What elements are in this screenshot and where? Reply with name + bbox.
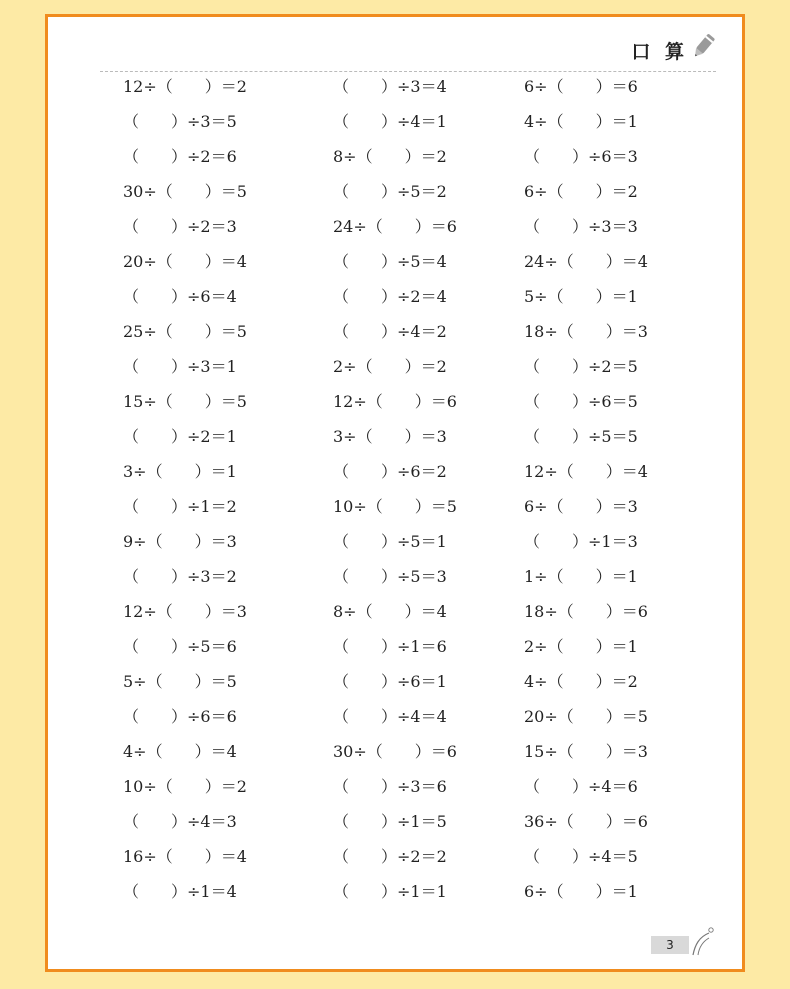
problem-item: （ ）÷2＝3 [123, 217, 237, 236]
problem-item: （ ）÷5＝6 [123, 637, 237, 656]
problem-item: 15÷（ ）＝5 [123, 392, 247, 411]
problem-item: （ ）÷1＝6 [333, 637, 447, 656]
problem-item: （ ）÷5＝3 [333, 567, 447, 586]
problem-item: （ ）÷1＝3 [524, 532, 638, 551]
problem-item: 6÷（ ）＝2 [524, 182, 638, 201]
problem-item: （ ）÷2＝6 [123, 147, 237, 166]
problem-item: 9÷（ ）＝3 [123, 532, 237, 551]
problem-item: 3÷（ ）＝1 [123, 462, 237, 481]
problem-item: （ ）÷1＝1 [333, 882, 447, 901]
page-title: 口 算 [631, 41, 688, 63]
problem-item: 8÷（ ）＝2 [333, 147, 447, 166]
problem-item: （ ）÷4＝1 [333, 112, 447, 131]
problem-item: （ ）÷4＝6 [524, 777, 638, 796]
problem-item: （ ）÷3＝4 [333, 77, 447, 96]
header [100, 31, 716, 72]
problem-item: 1÷（ ）＝1 [524, 567, 638, 586]
problem-item: （ ）÷1＝4 [123, 882, 237, 901]
problem-item: 2÷（ ）＝2 [333, 357, 447, 376]
problem-item: 12÷（ ）＝2 [123, 77, 247, 96]
problem-item: 3÷（ ）＝3 [333, 427, 447, 446]
problem-item: 16÷（ ）＝4 [123, 847, 247, 866]
swirl-decoration-icon [689, 925, 715, 957]
problem-item: （ ）÷3＝5 [123, 112, 237, 131]
problem-item: （ ）÷6＝3 [524, 147, 638, 166]
problem-item: 4÷（ ）＝1 [524, 112, 638, 131]
problem-item: （ ）÷3＝1 [123, 357, 237, 376]
problem-item: （ ）÷6＝5 [524, 392, 638, 411]
problem-item: 12÷（ ）＝4 [524, 462, 648, 481]
problem-item: （ ）÷1＝5 [333, 812, 447, 831]
problem-item: 4÷（ ）＝4 [123, 742, 237, 761]
problem-item: （ ）÷2＝1 [123, 427, 237, 446]
problem-item: （ ）÷5＝1 [333, 532, 447, 551]
problem-grid [123, 69, 714, 909]
problem-item: 30÷（ ）＝5 [123, 182, 247, 201]
page-number: 3 [651, 936, 689, 954]
problem-item: 6÷（ ）＝6 [524, 77, 638, 96]
problem-item: （ ）÷6＝4 [123, 287, 237, 306]
problem-item: （ ）÷5＝4 [333, 252, 447, 271]
problem-item: 18÷（ ）＝3 [524, 322, 648, 341]
problem-item: 10÷（ ）＝2 [123, 777, 247, 796]
worksheet-page [45, 14, 745, 972]
problem-item: 8÷（ ）＝4 [333, 602, 447, 621]
problem-item: 24÷（ ）＝4 [524, 252, 648, 271]
problem-item: 18÷（ ）＝6 [524, 602, 648, 621]
problem-item: 6÷（ ）＝3 [524, 497, 638, 516]
problem-item: 36÷（ ）＝6 [524, 812, 648, 831]
problem-item: 6÷（ ）＝1 [524, 882, 638, 901]
problem-item: 24÷（ ）＝6 [333, 217, 457, 236]
problem-item: 25÷（ ）＝5 [123, 322, 247, 341]
problem-item: 5÷（ ）＝1 [524, 287, 638, 306]
problem-item: 20÷（ ）＝5 [524, 707, 648, 726]
problem-item: 20÷（ ）＝4 [123, 252, 247, 271]
problem-item: 5÷（ ）＝5 [123, 672, 237, 691]
problem-item: （ ）÷6＝2 [333, 462, 447, 481]
problem-item: （ ）÷5＝2 [333, 182, 447, 201]
pencil-icon [690, 31, 716, 61]
problem-item: （ ）÷2＝4 [333, 287, 447, 306]
problem-item: 15÷（ ）＝3 [524, 742, 648, 761]
problem-item: （ ）÷1＝2 [123, 497, 237, 516]
problem-item: （ ）÷6＝6 [123, 707, 237, 726]
problem-item: （ ）÷3＝3 [524, 217, 638, 236]
problem-item: （ ）÷4＝4 [333, 707, 447, 726]
problem-item: （ ）÷2＝5 [524, 357, 638, 376]
problem-item: 12÷（ ）＝6 [333, 392, 457, 411]
problem-item: （ ）÷4＝5 [524, 847, 638, 866]
problem-item: （ ）÷4＝3 [123, 812, 237, 831]
problem-item: （ ）÷6＝1 [333, 672, 447, 691]
problem-item: 10÷（ ）＝5 [333, 497, 457, 516]
problem-item: 2÷（ ）＝1 [524, 637, 638, 656]
problem-item: （ ）÷4＝2 [333, 322, 447, 341]
problem-item: （ ）÷3＝6 [333, 777, 447, 796]
problem-item: （ ）÷3＝2 [123, 567, 237, 586]
problem-item: 30÷（ ）＝6 [333, 742, 457, 761]
problem-item: （ ）÷2＝2 [333, 847, 447, 866]
problem-item: （ ）÷5＝5 [524, 427, 638, 446]
problem-item: 4÷（ ）＝2 [524, 672, 638, 691]
problem-item: 12÷（ ）＝3 [123, 602, 247, 621]
